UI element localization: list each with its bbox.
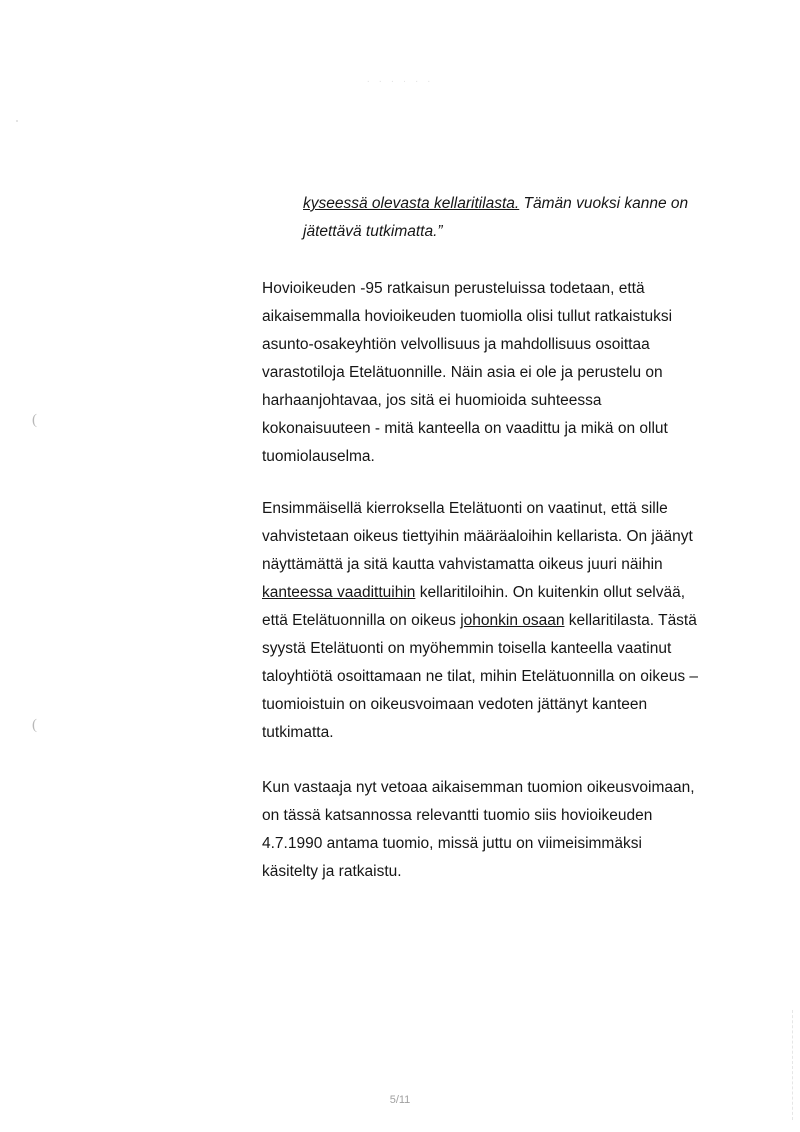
paragraph-2-text: kellaritiloihin. On kuitenkin ollut selvää, että Etelätuonnilla on oikeus — [262, 584, 686, 629]
faint-header-text: · · · · · · — [366, 76, 434, 87]
quoted-passage-rest: Tämän vuoksi kanne on jätettävä tutkimatta.” — [303, 195, 689, 240]
paragraph-2 — [262, 495, 702, 747]
paragraph-2-text: kellaritilasta. Tästä syystä Etelätuonti on myöhemmin toisella kanteella vaatinut taloyhtiötä osoittamaan ne tilat, mihin Etelätuonnilla on oikeus – tuomioistuin on oikeusvoimaan vedoten jättänyt kanteen tutkimatta. — [262, 612, 698, 741]
quoted-passage — [303, 190, 703, 246]
quoted-passage-underlined: kyseessä olevasta kellaritilasta. — [303, 195, 520, 212]
paragraph-3: Kun vastaaja nyt vetoaa aikaisemman tuomion oikeusvoimaan, on tässä katsannossa relevantti tuomio siis hovioikeuden 4.7.1990 antama tuomio, missä juttu on viimeisimmäksi käsitelty ja ratkaistu. — [262, 779, 695, 880]
paragraph-2-text: Ensimmäisellä kierroksella Etelätuonti on vaatinut, että sille vahvistetaan oikeus tiettyihin määräaloihin kellarista. On jäänyt näyttämättä ja sitä kautta vahvistamatta oikeus juuri näihin — [262, 500, 693, 573]
paragraph-2-underline: kanteessa vaadittuihin — [262, 584, 416, 601]
margin-mark: ( — [32, 412, 37, 428]
scan-artifact — [16, 120, 18, 122]
page-number: 5/11 — [389, 1094, 411, 1106]
paragraph-1: Hovioikeuden -95 ratkaisun perusteluissa todetaan, että aikaisemmalla hovioikeuden tuomiolla olisi tullut ratkaistuksi asunto-osakeyhtiön velvollisuus ja mahdollisuus osoittaa varastotiloja Etelätuonnille. Näin asia ei ole ja perustelu on harhaanjohtavaa, jos sitä ei huomioida suhteessa kokonaisuuteen - mitä kanteella on vaadittu ja mikä on ollut tuomiolauselma. — [262, 280, 673, 465]
margin-mark: ( — [32, 717, 37, 733]
paragraph-2-underline: johonkin osaan — [460, 612, 565, 629]
